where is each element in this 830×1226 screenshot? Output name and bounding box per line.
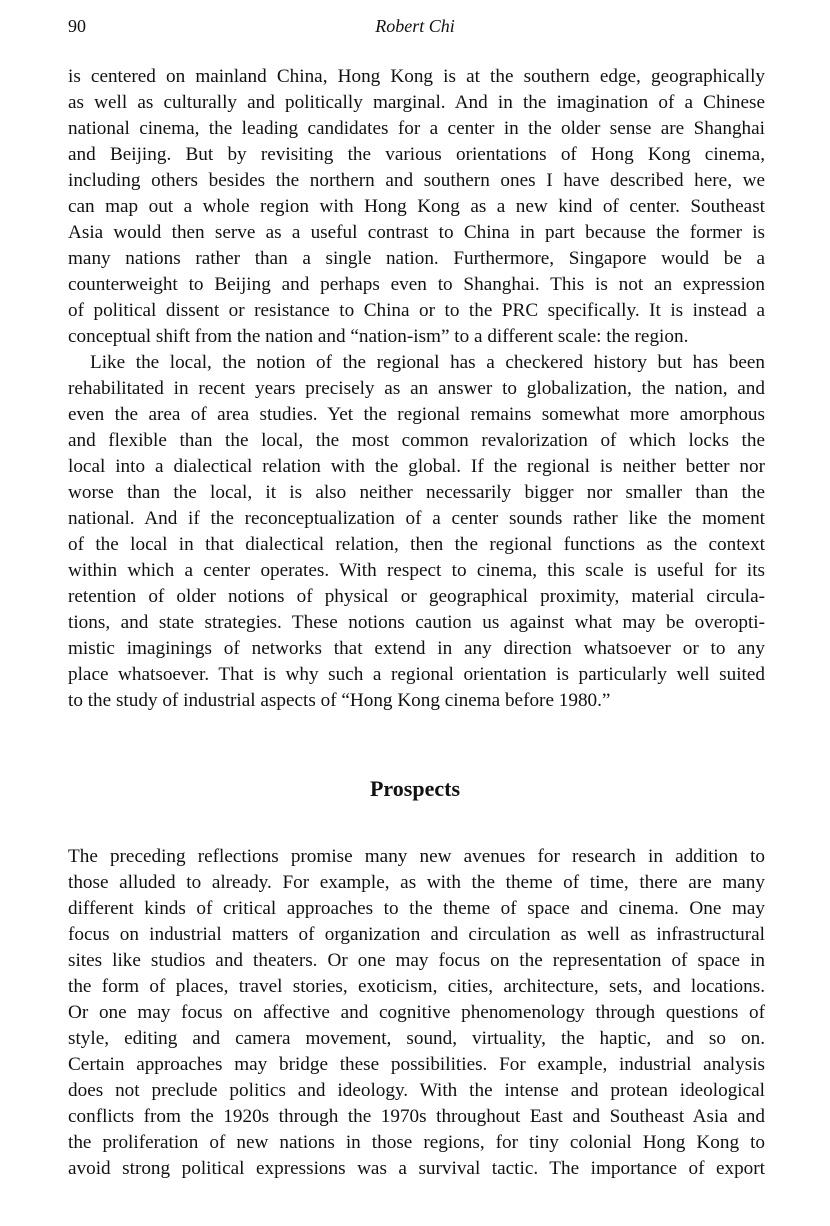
text-line: those alluded to already. For example, as with the theme of time, there are many (68, 872, 765, 893)
text-line: place whatsoever. That is why such a regional orientation is particularly well suited (68, 664, 765, 685)
text-line: is centered on mainland China, Hong Kong is at the southern edge, geographically (68, 66, 765, 87)
text-line: including others besides the northern and southern ones I have described here, we (68, 170, 765, 191)
text-line: within which a center operates. With respect to cinema, this scale is useful for its (68, 560, 765, 581)
body-section-1 (68, 64, 765, 714)
text-line: mistic imaginings of networks that extend in any direction whatsoever or to any (68, 638, 765, 659)
text-line: retention of older notions of physical or geographical proximity, material circula- (68, 586, 765, 607)
text-line: many nations rather than a single nation. Furthermore, Singapore would be a (68, 248, 765, 269)
text-line: Like the local, the notion of the regional has a checkered history but has been (90, 352, 765, 373)
body-section-2 (68, 844, 765, 1182)
text-line: Certain approaches may bridge these possibilities. For example, industrial analysis (68, 1054, 765, 1075)
text-line: can map out a whole region with Hong Kong as a new kind of center. Southeast (68, 196, 765, 217)
text-line: tions, and state strategies. These notions caution us against what may be overopti- (68, 612, 765, 633)
text-line: style, editing and camera movement, sound, virtuality, the haptic, and so on. (68, 1028, 765, 1049)
text-line: counterweight to Beijing and perhaps even to Shanghai. This is not an expression (68, 274, 765, 295)
text-line: local into a dialectical relation with the global. If the regional is neither better nor (68, 456, 765, 477)
text-line: of political dissent or resistance to China or to the PRC specifically. It is instead a (68, 300, 765, 321)
text-line: the proliferation of new nations in those regions, for tiny colonial Hong Kong to (68, 1132, 765, 1153)
text-line: and Beijing. But by revisiting the various orientations of Hong Kong cinema, (68, 144, 765, 165)
text-line: and flexible than the local, the most common revalorization of which locks the (68, 430, 765, 451)
text-line: conflicts from the 1920s through the 1970s throughout East and Southeast Asia and (68, 1106, 765, 1127)
text-line: does not preclude politics and ideology. With the intense and protean ideological (68, 1080, 765, 1101)
text-line: to the study of industrial aspects of “Hong Kong cinema before 1980.” (68, 690, 611, 711)
section-heading: Prospects (369, 776, 461, 801)
text-line: focus on industrial matters of organization and circulation as well as infrastructural (68, 924, 765, 945)
page-number: 90 (68, 16, 86, 36)
text-line: of the local in that dialectical relation, then the regional functions as the context (68, 534, 765, 555)
text-line: worse than the local, it is also neither necessarily bigger nor smaller than the (68, 482, 765, 503)
text-line: avoid strong political expressions was a survival tactic. The importance of export (68, 1158, 765, 1179)
running-head: Robert Chi (375, 16, 455, 36)
text-line: sites like studios and theaters. Or one may focus on the representation of space in (68, 950, 765, 971)
text-line: as well as culturally and politically marginal. And in the imagination of a Chinese (68, 92, 765, 113)
text-line: conceptual shift from the nation and “nation-ism” to a different scale: the region. (68, 326, 689, 347)
text-line: the form of places, travel stories, exoticism, cities, architecture, sets, and locations. (68, 976, 765, 997)
text-line: The preceding reflections promise many new avenues for research in addition to (68, 846, 765, 867)
text-line: national cinema, the leading candidates for a center in the older sense are Shanghai (68, 118, 765, 139)
text-line: different kinds of critical approaches to the theme of space and cinema. One may (68, 898, 765, 919)
text-line: Asia would then serve as a useful contrast to China in part because the former is (68, 222, 765, 243)
text-line: rehabilitated in recent years precisely as an answer to globalization, the nation, and (68, 378, 765, 399)
text-line: even the area of area studies. Yet the regional remains somewhat more amorphous (68, 404, 765, 425)
text-line: Or one may focus on affective and cognitive phenomenology through questions of (68, 1002, 765, 1023)
text-line: national. And if the reconceptualization of a center sounds rather like the moment (68, 508, 765, 529)
